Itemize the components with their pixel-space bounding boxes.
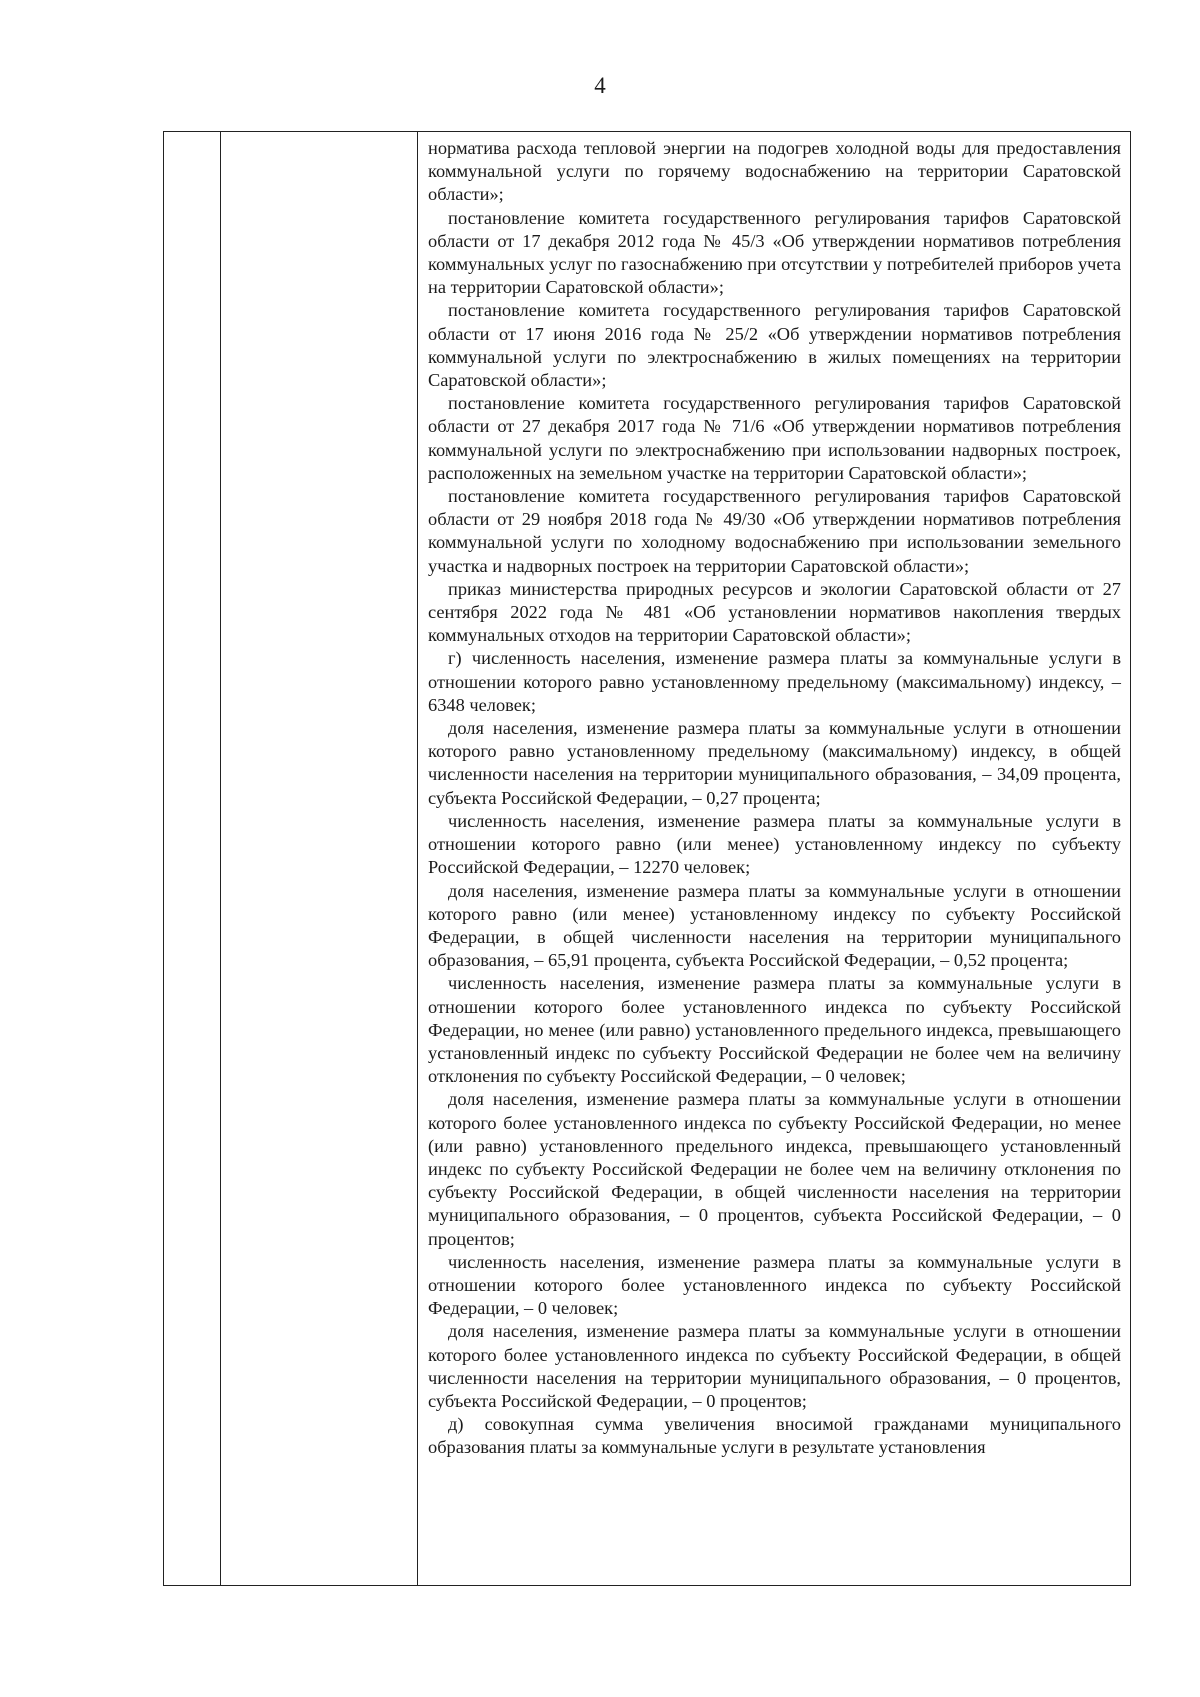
paragraph: доля населения, изменение размера платы за коммунальные услуги в отношении которого более установленного индекса по субъекту Российской Федерации, в общей численности населения на территории муниципального образования, – 0 процентов, субъекта Российской Федерации, – 0 процентов; [428, 1321, 1121, 1411]
paragraph: численность населения, изменение размера платы за коммунальные услуги в отношении которого более установленного индекса по субъекту Российской Федерации, но менее (или равно) установленного предельного индекса, превышающего установленный индекс по субъекту Российской Федерации не более чем на величину отклонения по субъекту Российской Федерации, – 0 человек; [428, 973, 1121, 1087]
paragraph: д) совокупная сумма увеличения вносимой гражданами муниципального образования платы за коммунальные услуги в результате установления [428, 1414, 1121, 1458]
paragraph: постановление комитета государственного регулирования тарифов Саратовской области от 17 декабря 2012 года № 45/3 «Об утверждении нормативов потребления коммунальных услуг по газоснабжению при отсутствии у потребителей приборов учета на территории Саратовской области»; [428, 207, 1121, 298]
paragraph: численность населения, изменение размера платы за коммунальные услуги в отношении которого более установленного индекса по субъекту Российской Федерации, – 0 человек; [428, 1251, 1121, 1319]
paragraph: г) численность населения, изменение размера платы за коммунальные услуги в отношении которого равно установленному предельному (максимальному) индексу, – 6348 человек; [428, 648, 1121, 715]
paragraph: постановление комитета государственного регулирования тарифов Саратовской области от 17 июня 2016 года № 25/2 «Об утверждении нормативов потребления коммунальной услуги по электроснабжению в жилых помещениях на территории Саратовской области»; [428, 300, 1121, 391]
page-number: 4 [594, 73, 606, 98]
paragraph: доля населения, изменение размера платы за коммунальные услуги в отношении которого более установленного индекса по субъекту Российской Федерации, но менее (или равно) установленного предельного индекса, превышающего установленный индекс по субъекту Российской Федерации не более чем на величину отклонения по субъекту Российской Федерации, в общей численности населения на территории муниципального образования, – 0 процентов, субъекта Российской Федерации, – 0 процентов; [428, 1089, 1121, 1249]
paragraph: доля населения, изменение размера платы за коммунальные услуги в отношении которого равно (или менее) установленному индексу по субъекту Российской Федерации, в общей численности населения на территории муниципального образования, – 65,91 процента, субъекта Российской Федерации, – 0,52 процента; [428, 880, 1121, 971]
paragraph: норматива расхода тепловой энергии на подогрев холодной воды для предоставления коммунальной услуги по горячему водоснабжению на территории Саратовской области»; [428, 138, 1121, 205]
paragraph: доля населения, изменение размера платы за коммунальные услуги в отношении которого равно установленному предельному (максимальному) индексу, в общей численности населения на территории муниципального образования, – 34,09 процента, субъекта Российской Федерации, – 0,27 процента; [428, 718, 1121, 808]
paragraph: приказ министерства природных ресурсов и экологии Саратовской области от 27 сентября 2022 года № 481 «Об установлении нормативов накопления твердых коммунальных отходов на территории Саратовской области»; [428, 578, 1121, 646]
table-column-divider [417, 132, 418, 1585]
table-text-cell [428, 137, 1121, 1460]
document-table [163, 131, 1131, 1586]
table-column-divider [220, 132, 221, 1585]
paragraph: постановление комитета государственного регулирования тарифов Саратовской области от 27 декабря 2017 года № 71/6 «Об утверждении нормативов потребления коммунальной услуги по электроснабжению при использовании надворных построек, расположенных на земельном участке на территории Саратовской области»; [428, 393, 1121, 483]
paragraph: постановление комитета государственного регулирования тарифов Саратовской области от 29 ноября 2018 года № 49/30 «Об утверждении нормативов потребления коммунальной услуги по холодному водоснабжению при использовании земельного участка и надворных построек на территории Саратовской области»; [428, 486, 1121, 576]
paragraph: численность населения, изменение размера платы за коммунальные услуги в отношении которого равно (или менее) установленному индексу по субъекту Российской Федерации, – 12270 человек; [428, 810, 1121, 878]
